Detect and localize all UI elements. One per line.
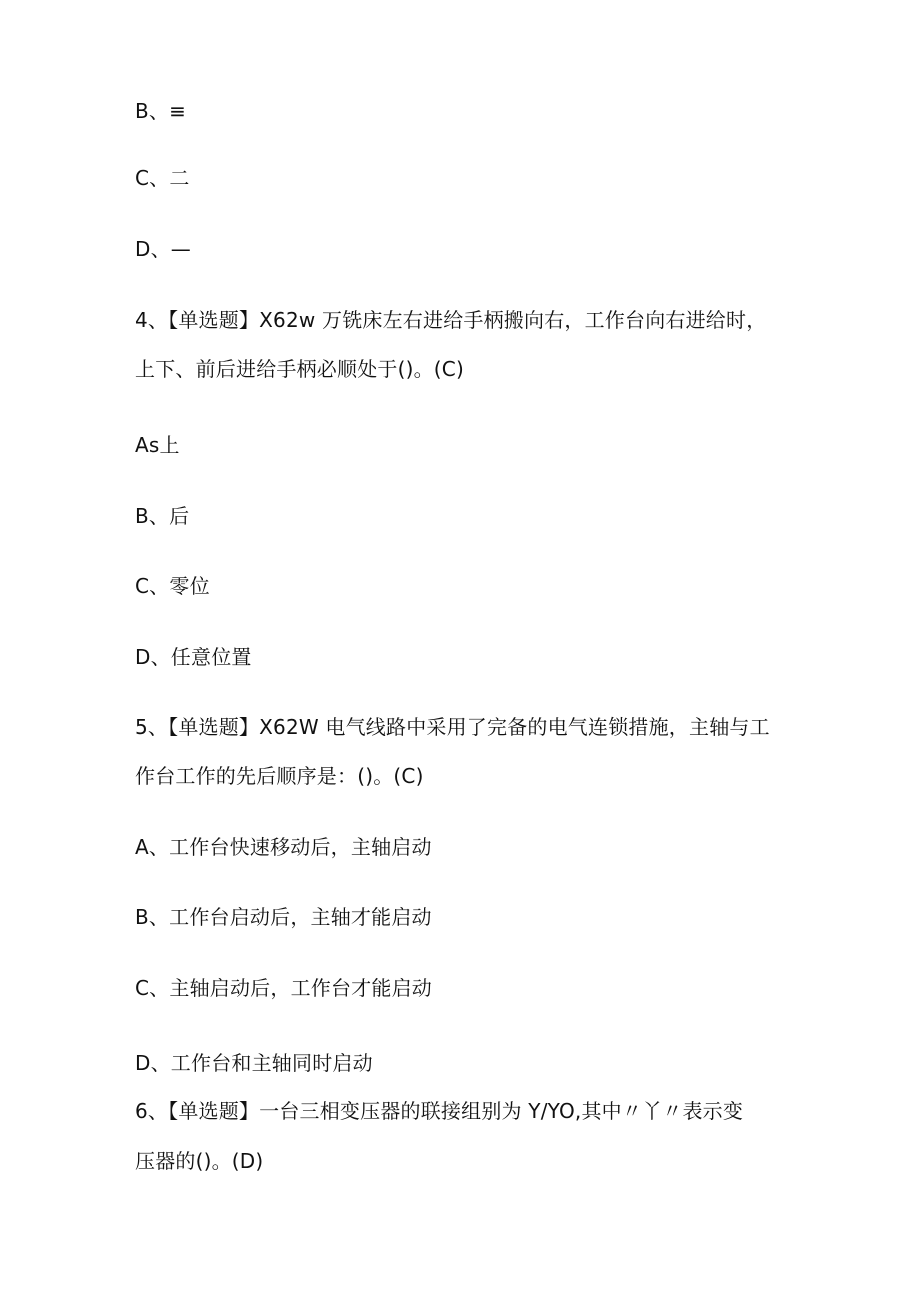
q4-question-line-1: 4、【单选题】X62w 万铣床左右进给手柄搬向右，工作台向右进给时， — [135, 308, 767, 332]
q3-option-c: C、二 — [135, 166, 190, 190]
q5-option-a: A、工作台快速移动后，主轴启动 — [135, 835, 432, 859]
q6-question-line-1: 6、【单选题】一台三相变压器的联接组别为 Y/YO,其中〃丫〃表示变 — [135, 1099, 744, 1123]
q4-option-a: As上 — [135, 433, 180, 457]
q5-option-b: B、工作台启动后，主轴才能启动 — [135, 905, 432, 929]
q4-option-d: D、任意位置 — [135, 645, 252, 669]
q4-option-b: B、后 — [135, 504, 190, 528]
q5-question-line-2: 作台工作的先后顺序是：()。(C) — [135, 764, 424, 788]
q5-option-d: D、工作台和主轴同时启动 — [135, 1051, 373, 1075]
q4-question-line-2: 上下、前后进给手柄必顺处于()。(C) — [135, 357, 464, 381]
q5-option-c: C、主轴启动后，工作台才能启动 — [135, 976, 432, 1000]
q3-option-d: D、— — [135, 237, 192, 261]
q6-question-line-2: 压器的()。(D) — [135, 1149, 264, 1173]
q4-option-c: C、零位 — [135, 574, 210, 598]
q5-question-line-1: 5、【单选题】X62W 电气线路中采用了完备的电气连锁措施，主轴与工 — [135, 715, 770, 739]
q3-option-b: B、≡ — [135, 99, 187, 123]
